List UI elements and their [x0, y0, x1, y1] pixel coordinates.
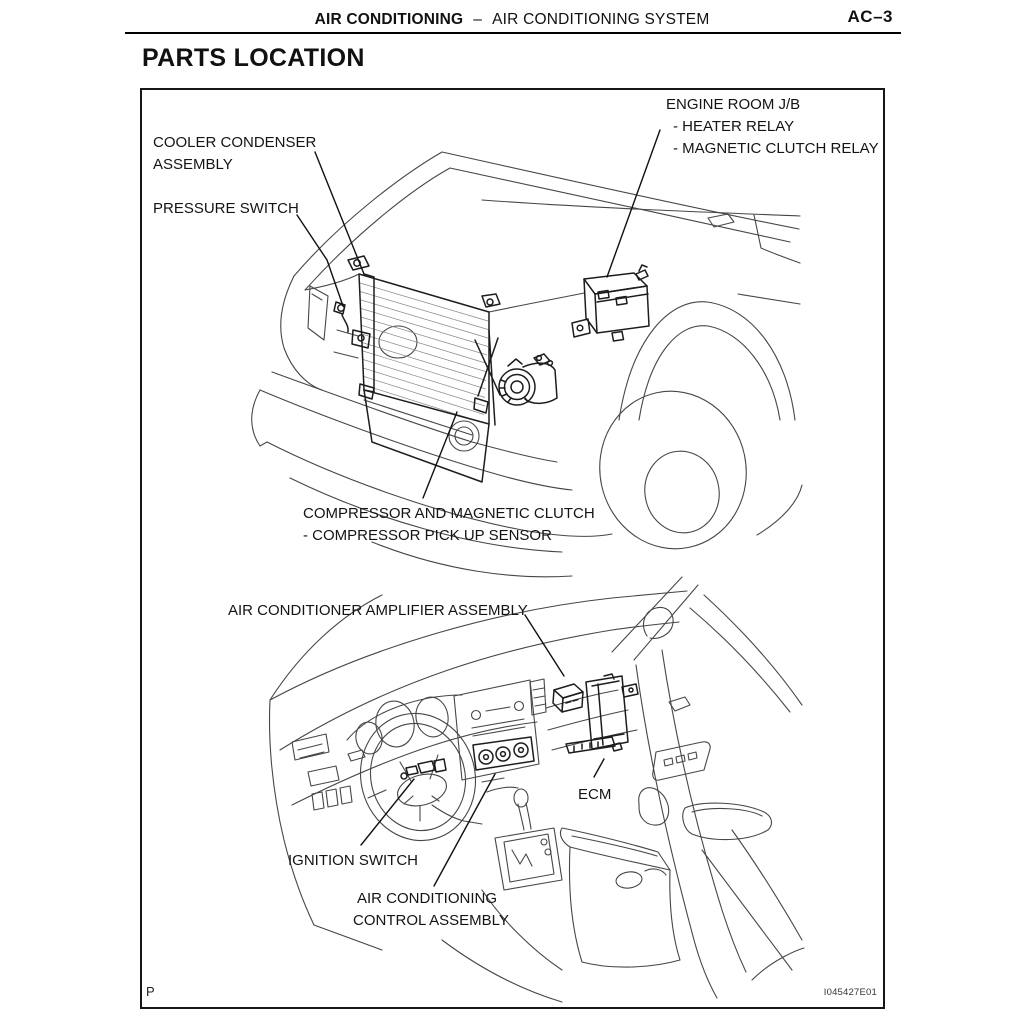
parts-location-drawing — [142, 90, 883, 1007]
label-compressor-pickup-sensor: - COMPRESSOR PICK UP SENSOR — [303, 527, 552, 544]
leader-ecm — [594, 759, 604, 777]
page-title: PARTS LOCATION — [142, 44, 365, 72]
pressure-switch-drawing — [334, 302, 348, 332]
label-ac-control-2: CONTROL ASSEMBLY — [353, 912, 509, 929]
label-magnetic-clutch-relay: - MAGNETIC CLUTCH RELAY — [673, 140, 879, 157]
label-cooler-condenser-2: ASSEMBLY — [153, 156, 233, 173]
leader-cooler-condenser — [315, 152, 364, 274]
header-section-title: AIR CONDITIONING — [314, 11, 464, 28]
leader-ac-amplifier — [525, 615, 564, 676]
compressor-drawing — [499, 354, 557, 405]
leader-pressure-switch — [297, 215, 343, 306]
label-ecm: ECM — [578, 786, 612, 803]
parts-location-figure — [140, 88, 885, 1009]
header-subsection-title: AIR CONDITIONING SYSTEM — [492, 11, 710, 28]
junction-box-drawing — [572, 265, 649, 341]
label-compressor: COMPRESSOR AND MAGNETIC CLUTCH — [303, 505, 595, 522]
amplifier-drawing — [553, 684, 583, 712]
label-engine-room-jb: ENGINE ROOM J/B — [666, 96, 801, 113]
steering-wheel-drawing — [346, 695, 489, 854]
label-ac-amplifier: AIR CONDITIONER AMPLIFIER ASSEMBLY — [228, 602, 528, 619]
figure-code: I045427E01 — [823, 987, 877, 998]
label-heater-relay: - HEATER RELAY — [673, 118, 795, 135]
interior-dashboard-diagram — [270, 577, 804, 1002]
header-separator: – — [473, 11, 483, 28]
condenser-fins — [360, 283, 488, 423]
label-pressure-switch: PRESSURE SWITCH — [153, 200, 299, 217]
page-number: AC–3 — [847, 7, 893, 26]
ac-control-drawing — [473, 737, 534, 770]
condenser-drawing — [348, 256, 500, 482]
label-ac-control: AIR CONDITIONING — [357, 890, 498, 907]
label-ignition-switch: IGNITION SWITCH — [288, 852, 418, 869]
label-cooler-condenser: COOLER CONDENSER — [153, 134, 317, 151]
corner-mark: P — [146, 984, 155, 999]
door-panel-drawing — [636, 650, 804, 998]
leader-ignition-switch — [361, 779, 414, 845]
header-rule — [125, 32, 901, 34]
